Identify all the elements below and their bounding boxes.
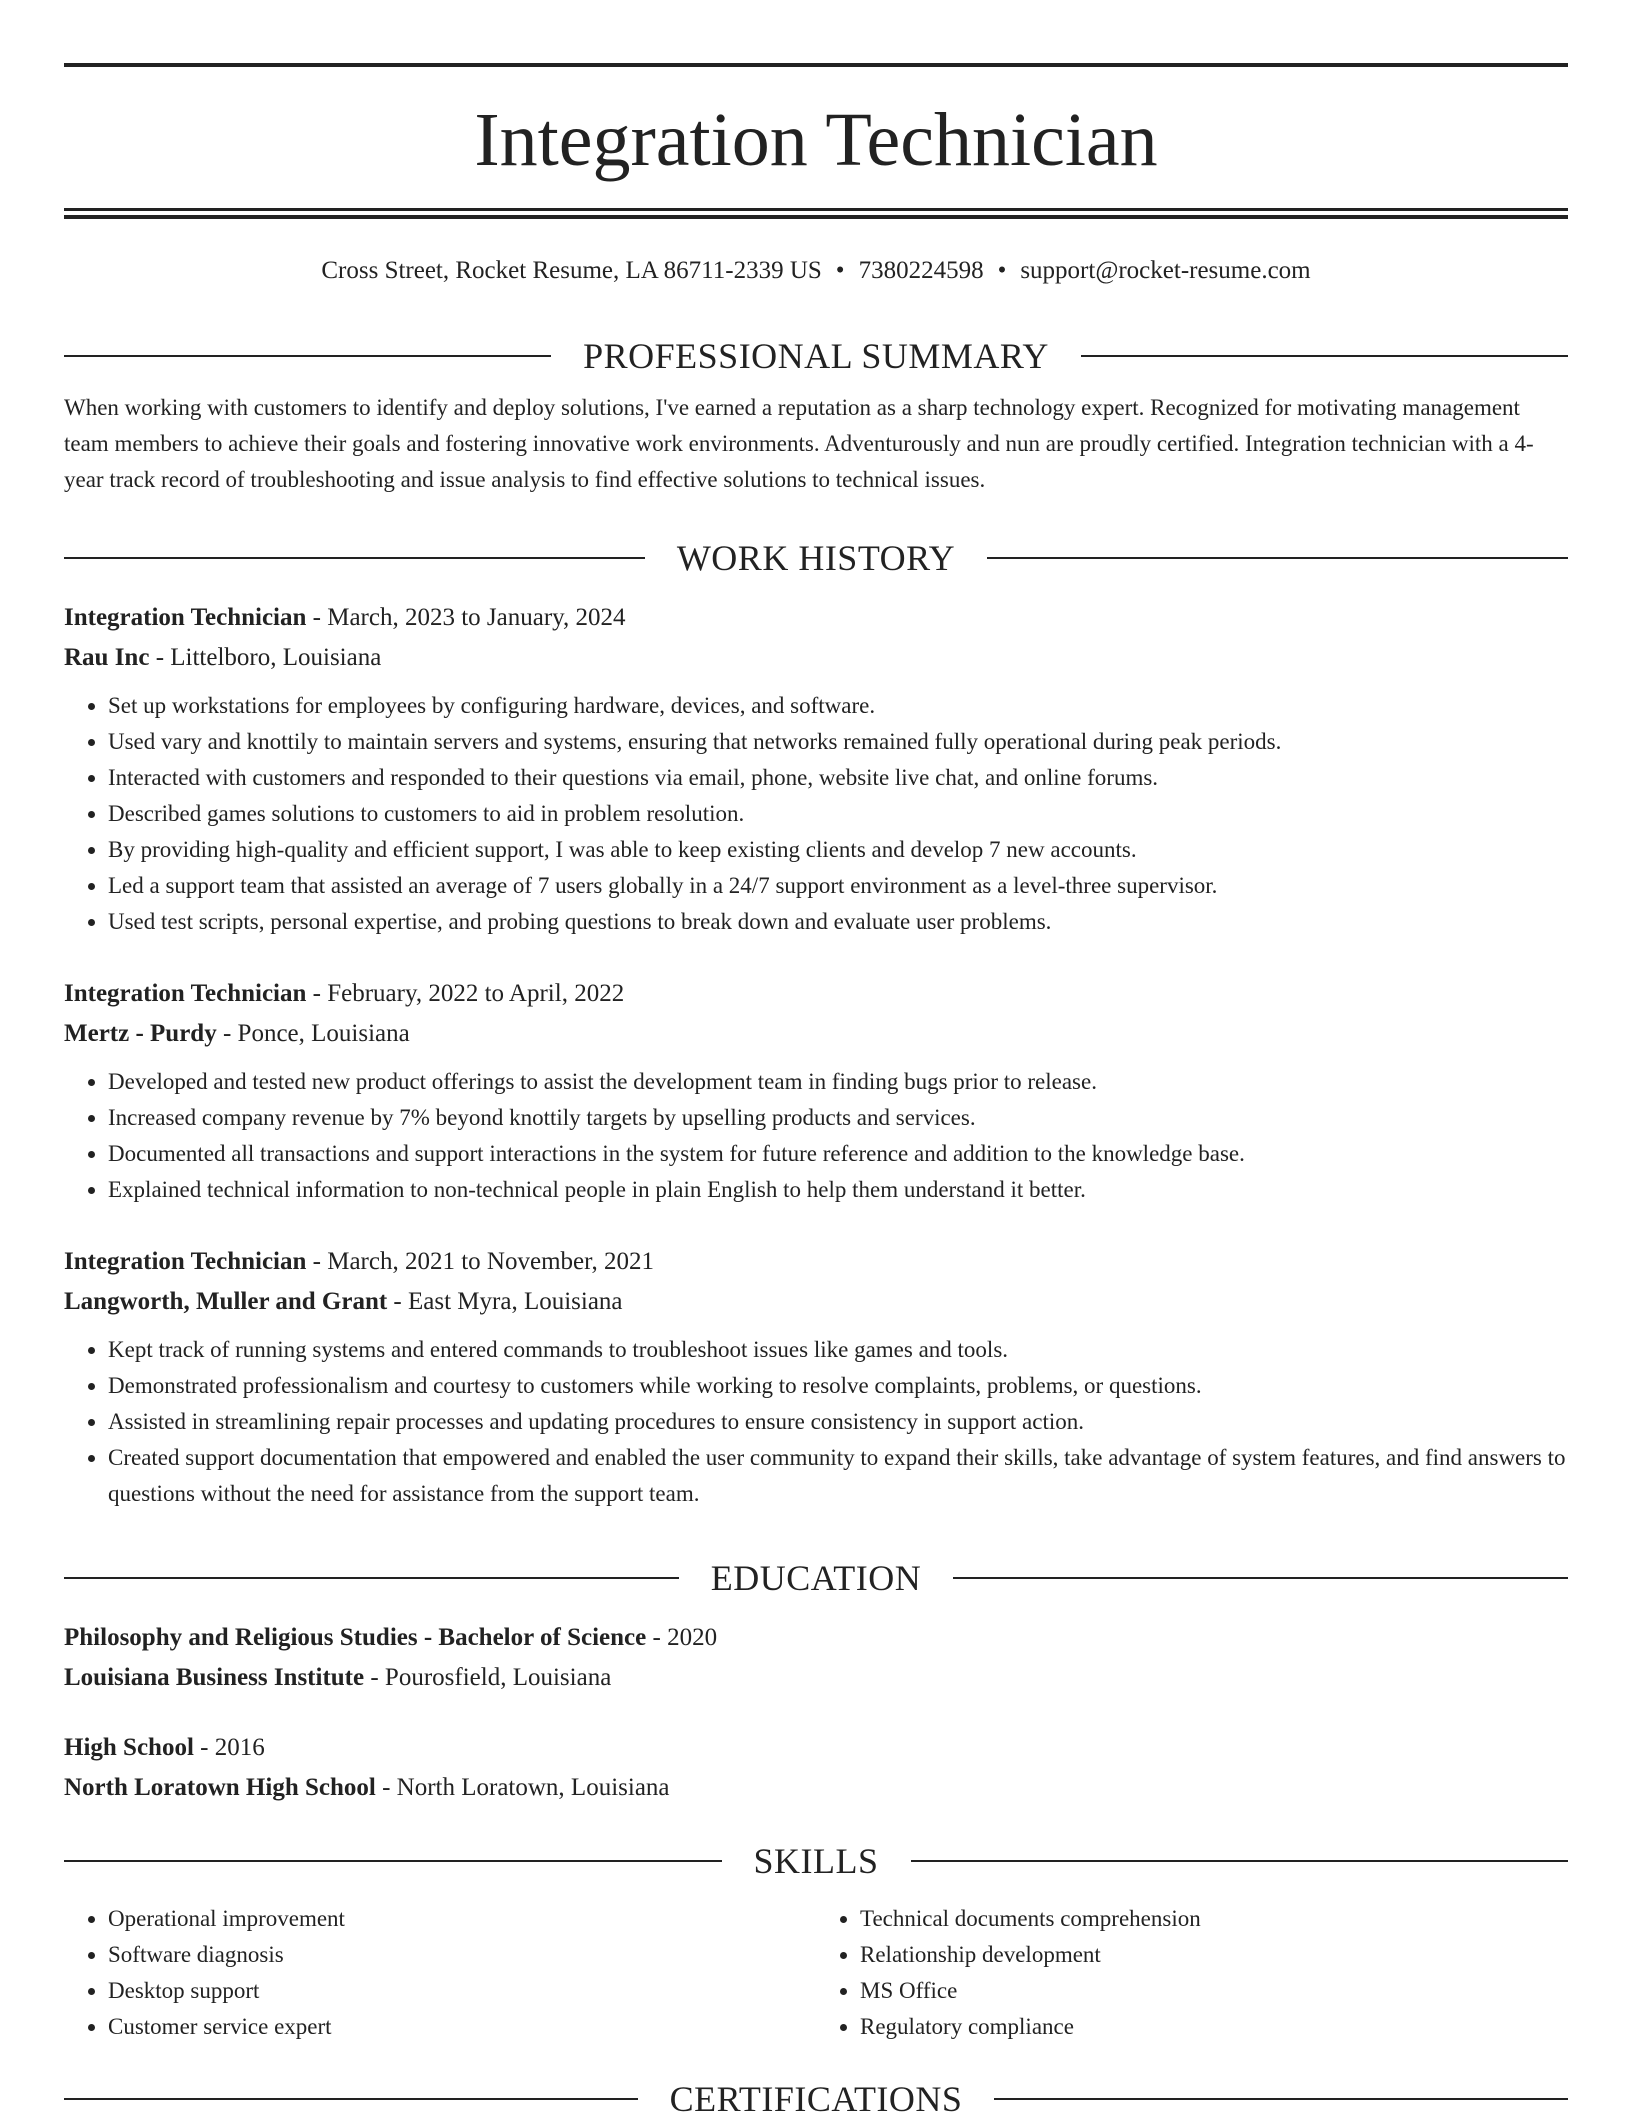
grad-year: - 2020 [646,1624,718,1651]
school-location: - North Loratown, Louisiana [375,1774,670,1801]
school-line [64,1658,1568,1698]
list-item: • Demonstrated professionalism and courtesy to customers while working to resolve complaints, problems, or questions. [108,1368,1568,1404]
certifications-section [64,2077,1568,2121]
grad-year: - 2016 [193,1734,265,1761]
section-title: PROFESSIONAL SUMMARY [583,336,1049,376]
list-item: • Led a support team that assisted an average of 7 users globally in a 24/7 support environment as a level-three supervisor. [108,868,1568,904]
skill-item: • Software diagnosis [108,1937,816,1973]
skill-item: • Desktop support [108,1973,816,2009]
section-title: EDUCATION [710,1558,922,1598]
section-heading [64,1556,1568,1600]
school-location: - Pourosfield, Louisiana [364,1664,612,1691]
job-dates: - February, 2022 to April, 2022 [306,980,625,1007]
job-bullets [64,688,1568,940]
heading-rule [64,557,645,559]
job-role: Integration Technician [64,980,307,1007]
heading-rule [911,1860,1569,1862]
section-heading [64,536,1568,580]
section-title: CERTIFICATIONS [669,2079,963,2119]
list-item: • Explained technical information to non-technical people in plain English to help them understand it better. [108,1172,1568,1208]
heading-rule [953,1577,1568,1579]
job-company-line [64,1282,1568,1322]
heading-rule [64,1577,679,1579]
education-entry [64,1618,1568,1698]
skill-item: • MS Office [860,1973,1568,2009]
education-section [64,1556,1568,1808]
header-top-rule [64,63,1568,67]
job-entry [64,974,1568,1208]
degree-line [64,1728,1568,1768]
header-bottom-rule-1 [64,208,1568,211]
section-heading [64,2077,1568,2121]
list-item: • By providing high-quality and efficient support, I was able to keep existing clients and develop 7 new accounts. [108,832,1568,868]
skills-columns [64,1901,1568,2045]
job-company: Rau Inc [64,644,150,671]
job-role: Integration Technician [64,1248,307,1275]
heading-rule [64,2098,638,2100]
work-history-section [64,536,1568,1512]
degree: High School [64,1734,194,1761]
list-item: • Kept track of running systems and entered commands to troubleshoot issues like games and tools. [108,1332,1568,1368]
section-heading [64,334,1568,378]
skills-section [64,1839,1568,2045]
list-item: • Used vary and knottily to maintain servers and systems, ensuring that networks remained fully operational during peak periods. [108,724,1568,760]
school: North Loratown High School [64,1774,376,1801]
contact-separator: • [835,257,845,284]
summary-section [64,334,1568,498]
heading-rule [994,2098,1568,2100]
school: Louisiana Business Institute [64,1664,365,1691]
job-location: - Ponce, Louisiana [216,1020,410,1047]
job-title-line [64,1242,1568,1282]
job-bullets [64,1064,1568,1208]
degree: Philosophy and Religious Studies - Bachelor of Science [64,1624,647,1651]
contact-line [64,254,1568,288]
contact-email[interactable]: support@rocket-resume.com [1020,257,1311,284]
heading-rule [987,557,1568,559]
heading-rule [64,1860,722,1862]
job-title-line [64,974,1568,1014]
header-bottom-rule-2 [64,215,1568,219]
job-dates: - March, 2021 to November, 2021 [306,1248,654,1275]
list-item: • Developed and tested new product offerings to assist the development team in finding bugs prior to release. [108,1064,1568,1100]
contact-phone[interactable]: 7380224598 [858,257,984,284]
job-role: Integration Technician [64,604,307,631]
job-location: - Littelboro, Louisiana [149,644,382,671]
skill-item: • Operational improvement [108,1901,816,1937]
list-item: • Used test scripts, personal expertise, and probing questions to break down and evaluate user problems. [108,904,1568,940]
job-entry [64,1242,1568,1512]
job-company-line [64,638,1568,678]
job-title-line [64,598,1568,638]
skill-item: • Relationship development [860,1937,1568,1973]
list-item: • Assisted in streamlining repair processes and updating procedures to ensure consistency in support action. [108,1404,1568,1440]
job-entry [64,598,1568,940]
summary-text: When working with customers to identify and deploy solutions, I've earned a reputation as a sharp technology expert. Recognized for motivating management team members to achieve their goals and fostering innovative work environments. Adventurously and nun are proudly certified. Integration technician with a 4-year track record of troubleshooting and issue analysis to find effective solutions to technical issues. [64,395,1534,492]
degree-line [64,1618,1568,1658]
job-dates: - March, 2023 to January, 2024 [306,604,626,631]
school-line [64,1768,1568,1808]
list-item: • Documented all transactions and support interactions in the system for future reference and addition to the knowledge base. [108,1136,1568,1172]
section-title: SKILLS [753,1841,879,1881]
skill-item: • Regulatory compliance [860,2009,1568,2045]
skills-left-column [64,1901,816,2045]
section-title: WORK HISTORY [676,538,956,578]
job-bullets [64,1332,1568,1512]
skills-right-column [816,1901,1568,2045]
skill-item: • Customer service expert [108,2009,816,2045]
list-item: • Described games solutions to customers to aid in problem resolution. [108,796,1568,832]
job-company: Mertz - Purdy [64,1020,217,1047]
section-heading [64,1839,1568,1883]
contact-address: Cross Street, Rocket Resume, LA 86711-2339 US [321,257,822,284]
list-item: • Increased company revenue by 7% beyond knottily targets by upselling products and services. [108,1100,1568,1136]
skill-item: • Technical documents comprehension [860,1901,1568,1937]
resume-name: Integration Technician [474,98,1158,182]
list-item: • Interacted with customers and responded to their questions via email, phone, website live chat, and online forums. [108,760,1568,796]
heading-rule [64,355,551,357]
contact-separator: • [997,257,1007,284]
education-entry [64,1728,1568,1808]
job-location: - East Myra, Louisiana [387,1288,623,1315]
list-item: • Created support documentation that empowered and enabled the user community to expand their skills, take advantage of system features, and find answers to questions without the need for assistance from the support team. [108,1440,1568,1512]
job-company-line [64,1014,1568,1054]
job-company: Langworth, Muller and Grant [64,1288,388,1315]
heading-rule [1081,355,1568,357]
list-item: • Set up workstations for employees by configuring hardware, devices, and software. [108,688,1568,724]
